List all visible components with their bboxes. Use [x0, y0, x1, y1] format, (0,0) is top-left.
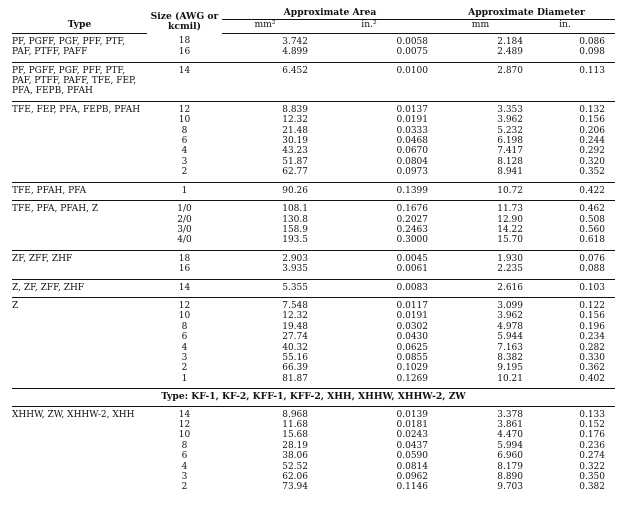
in-column-header: in. [525, 20, 615, 33]
in2-cell: 0.0625 [396, 342, 428, 353]
mm-cell: 8.382 [497, 352, 523, 363]
size-cell: 2 [181, 482, 188, 493]
mm-cell: 9.195 [497, 363, 523, 374]
in-cell: 0.236 [579, 440, 605, 451]
mm-cell: 12.90 [497, 214, 523, 225]
in-cell: 0.234 [579, 332, 605, 343]
in2-cell: 0.2463 [396, 224, 428, 235]
mm2-cell: 90.26 [222, 182, 310, 200]
size-cell: 12 [178, 300, 191, 311]
mm2-cell: 62.77 [222, 167, 310, 182]
mm-cell: 15.70 [438, 235, 525, 250]
in2-cell: 0.0191 [396, 311, 428, 322]
mm-cell: 4.978 [497, 321, 523, 332]
type-column-header: Type [12, 20, 147, 33]
mm2-cell: 40.32 [282, 342, 308, 353]
midheading-body [12, 389, 615, 406]
mm2-cell: 4.899 [222, 47, 310, 62]
size-cell: 3 [181, 352, 188, 363]
size-cell: 6 [181, 136, 188, 147]
type-subheading: Type: KF-1, KF-2, KFF-1, KFF-2, XHH, XHHW, XHHW-2, ZW [12, 389, 615, 406]
approximate-area-header: Approximate Area [222, 6, 438, 20]
mm2-cell: 11.68 [282, 420, 308, 430]
in2-cell: 0.0468 [396, 136, 428, 147]
in2-cell: 0.0058 [396, 36, 428, 47]
in-cell: 0.618 [525, 235, 615, 250]
mm-cell: 2.489 [438, 47, 525, 62]
size-cell: 14 [147, 279, 222, 297]
size-cell: 6 [181, 451, 188, 462]
in2-cell: 0.0061 [310, 264, 438, 279]
in-cell: 0.382 [579, 482, 605, 493]
size-cell: 3 [181, 472, 188, 483]
mm2-cell: 12.32 [282, 115, 308, 126]
in2-cell: 0.0973 [310, 167, 438, 182]
in2-cell: 0.0437 [396, 440, 428, 451]
mm2-cell: 38.06 [282, 451, 308, 462]
in-cell: 0.362 [579, 363, 605, 374]
header-row-2 [12, 20, 615, 33]
size-cell: 10 [178, 311, 191, 322]
mm-cell: 7.417 [497, 146, 523, 157]
header-row-1 [12, 6, 615, 20]
in-cell: 0.088 [525, 264, 615, 279]
type-cell: ZF, ZFF, ZHF [12, 250, 147, 279]
size-cell: 14 [147, 62, 222, 101]
mm2-cell: 8.968 [282, 409, 308, 420]
mm-cell: 11.73 [497, 204, 523, 215]
table-row [12, 101, 615, 115]
in2-cell: 0.0855 [396, 352, 428, 363]
in-cell: 0.133 [579, 409, 605, 420]
mm-cell: 3.099 [497, 300, 523, 311]
in-cell: 0.196 [579, 321, 605, 332]
mm2-cell: 55.16 [282, 352, 308, 363]
mm2-cell: 2.903 [282, 253, 308, 264]
in2-cell: 0.1269 [310, 374, 438, 389]
size-cell: 2 [181, 363, 188, 374]
in2-cell: 0.0590 [396, 451, 428, 462]
in2-cell: 0.0137 [396, 104, 428, 115]
mm2-cell: 3.742 [282, 36, 308, 47]
mm2-cell: 66.39 [282, 363, 308, 374]
mm2-cell: 158.9 [282, 224, 308, 235]
mm2-cell: 52.52 [282, 461, 308, 472]
mm-cell: 9.703 [497, 482, 523, 493]
in2-cell: 0.1399 [310, 182, 438, 200]
mm2-cell: 108.1 [282, 204, 308, 215]
mm-cell: 8.941 [438, 167, 525, 182]
mm-cell: 3.861 [497, 420, 523, 430]
mm-cell: 5.994 [497, 440, 523, 451]
size-cell: 16 [147, 47, 222, 62]
in-cell: 0.132 [579, 104, 605, 115]
midheading-row [12, 389, 615, 406]
in2-cell: 0.1146 [396, 482, 428, 493]
mm2-cell: 7.548 [282, 300, 308, 311]
in-cell: 0.206 [579, 125, 605, 136]
in-cell: 0.274 [579, 451, 605, 462]
in-cell: 0.322 [579, 461, 605, 472]
in-cell: 0.156 [579, 115, 605, 126]
size-cell: 6 [181, 332, 188, 343]
in-cell: 0.462 [579, 204, 605, 215]
mm-cell: 8.179 [497, 461, 523, 472]
mm-cell: 14.22 [497, 224, 523, 235]
mm-cell: 10.72 [438, 182, 525, 200]
in2-cell: 0.2027 [396, 214, 428, 225]
mm-cell: 6.198 [497, 136, 523, 147]
type-cell: Z, ZF, ZFF, ZHF [12, 279, 147, 297]
in-cell: 0.086 [579, 36, 605, 47]
size-cell: 10 [178, 115, 191, 126]
mm2-cell: 62.06 [282, 472, 308, 483]
size-column-header: Size (AWG or kcmil) [150, 11, 219, 33]
size-cell: 14 [178, 409, 191, 420]
table-row [12, 182, 615, 200]
size-cell: 1 [147, 374, 222, 389]
in2-cell: 0.1029 [396, 363, 428, 374]
mm2-cell: 73.94 [282, 482, 308, 493]
in-cell: 0.402 [525, 374, 615, 389]
in-cell: 0.122 [579, 300, 605, 311]
size-cell: 4/0 [147, 235, 222, 250]
mm-cell: 10.21 [438, 374, 525, 389]
in2-cell: 0.0333 [396, 125, 428, 136]
in2-cell: 0.3000 [310, 235, 438, 250]
in-cell: 0.152 [579, 420, 605, 430]
size-cell: 8 [181, 440, 188, 451]
in2-cell: 0.0083 [310, 279, 438, 297]
table-row [12, 406, 615, 420]
type-cell: PF, PGFF, PGF, PFF, PTF, PAF, PTFF, PAFF [12, 33, 147, 62]
in2-cell: 0.0962 [396, 472, 428, 483]
type-cell: XHHW, ZW, XHHW-2, XHH [12, 409, 135, 420]
in-cell: 0.350 [579, 472, 605, 483]
in2-cell: 0.0181 [396, 420, 428, 430]
in2-column-header: in.² [310, 20, 438, 33]
size-cell: 8 [181, 321, 188, 332]
mm2-cell: 193.5 [222, 235, 310, 250]
type-cell: TFE, PFAH, PFA [12, 182, 147, 200]
mm2-cell: 3.935 [222, 264, 310, 279]
mm2-cell: 51.87 [282, 156, 308, 167]
approximate-diameter-header: Approximate Diameter [438, 6, 615, 20]
size-cell: 3 [181, 156, 188, 167]
type-cell: TFE, FEP, PFA, FEPB, PFAH [12, 101, 147, 182]
table-row [12, 62, 615, 101]
size-cell: 18 [178, 253, 191, 264]
mm2-cell: 19.48 [282, 321, 308, 332]
in2-cell: 0.0670 [396, 146, 428, 157]
mm-cell: 3.378 [497, 409, 523, 420]
in-cell: 0.113 [525, 62, 615, 101]
table-body-last [12, 406, 615, 493]
in2-cell: 0.0814 [396, 461, 428, 472]
mm-cell: 4.470 [497, 430, 523, 441]
size-cell: 12 [178, 104, 191, 115]
mm-cell: 2.616 [438, 279, 525, 297]
mm2-cell: 12.32 [282, 311, 308, 322]
conductor-dimensions-table [12, 6, 615, 493]
mm-cell: 1.930 [497, 253, 523, 264]
mm-cell: 2.870 [438, 62, 525, 101]
size-cell: 10 [178, 430, 191, 441]
mm2-cell: 30.19 [282, 136, 308, 147]
type-cell: TFE, PFA, PFAH, Z [12, 201, 147, 251]
in-cell: 0.076 [579, 253, 605, 264]
mm2-cell: 6.452 [222, 62, 310, 101]
mm2-cell: 27.74 [282, 332, 308, 343]
size-cell: 3/0 [177, 224, 192, 235]
mm2-cell: 5.355 [222, 279, 310, 297]
mm2-column-header: mm² [222, 20, 310, 33]
table-body [12, 33, 615, 388]
in2-cell: 0.0045 [396, 253, 428, 264]
size-cell: 12 [178, 420, 191, 430]
mm-cell: 6.960 [497, 451, 523, 462]
table-row [12, 297, 615, 311]
in-cell: 0.156 [579, 311, 605, 322]
mm2-cell: 8.839 [282, 104, 308, 115]
mm-cell: 7.163 [497, 342, 523, 353]
size-cell: 2 [147, 167, 222, 182]
mm2-cell: 28.19 [282, 440, 308, 451]
in-cell: 0.508 [579, 214, 605, 225]
size-cell: 4 [181, 342, 188, 353]
in2-cell: 0.1676 [396, 204, 428, 215]
table-row [12, 279, 615, 297]
in-cell: 0.560 [579, 224, 605, 235]
size-cell: 1 [147, 182, 222, 200]
mm-cell: 2.184 [497, 36, 523, 47]
in-cell: 0.292 [579, 146, 605, 157]
in-cell: 0.282 [579, 342, 605, 353]
size-cell: 1/0 [177, 204, 192, 215]
mm-cell: 5.944 [497, 332, 523, 343]
in2-cell: 0.0100 [310, 62, 438, 101]
mm-cell: 3.962 [497, 115, 523, 126]
in-cell: 0.320 [579, 156, 605, 167]
table-row [12, 250, 615, 264]
mm-cell: 3.353 [497, 104, 523, 115]
mm2-cell: 130.8 [282, 214, 308, 225]
in-cell: 0.098 [525, 47, 615, 62]
type-cell: Z [12, 297, 147, 388]
table-row [12, 201, 615, 215]
mm-cell: 8.128 [497, 156, 523, 167]
mm-column-header: mm [438, 20, 525, 33]
mm2-cell: 81.87 [222, 374, 310, 389]
in-cell: 0.244 [579, 136, 605, 147]
in2-cell: 0.0430 [396, 332, 428, 343]
mm-cell: 8.890 [497, 472, 523, 483]
mm2-cell: 43.23 [282, 146, 308, 157]
size-cell: 8 [181, 125, 188, 136]
size-cell: 18 [178, 36, 191, 47]
in-cell: 0.176 [579, 430, 605, 441]
type-cell: PF, PGFF, PGF, PFF, PTF, PAF, PTFF, PAFF, TFE, FEP, PFA, FEPB, PFAH [12, 62, 147, 101]
size-cell: 4 [181, 461, 188, 472]
table-row [12, 33, 615, 47]
in2-cell: 0.0804 [396, 156, 428, 167]
in2-cell: 0.0243 [396, 430, 428, 441]
in2-cell: 0.0139 [396, 409, 428, 420]
in2-cell: 0.0302 [396, 321, 428, 332]
in2-cell: 0.0117 [396, 300, 428, 311]
in2-cell: 0.0191 [396, 115, 428, 126]
in-cell: 0.422 [525, 182, 615, 200]
size-cell: 16 [147, 264, 222, 279]
mm-cell: 2.235 [438, 264, 525, 279]
in-cell: 0.330 [579, 352, 605, 363]
size-cell: 4 [181, 146, 188, 157]
mm2-cell: 15.68 [282, 430, 308, 441]
in-cell: 0.103 [525, 279, 615, 297]
size-cell: 2/0 [177, 214, 192, 225]
mm2-cell: 21.48 [282, 125, 308, 136]
in2-cell: 0.0075 [310, 47, 438, 62]
mm-cell: 5.232 [497, 125, 523, 136]
in-cell: 0.352 [525, 167, 615, 182]
mm-cell: 3.962 [497, 311, 523, 322]
